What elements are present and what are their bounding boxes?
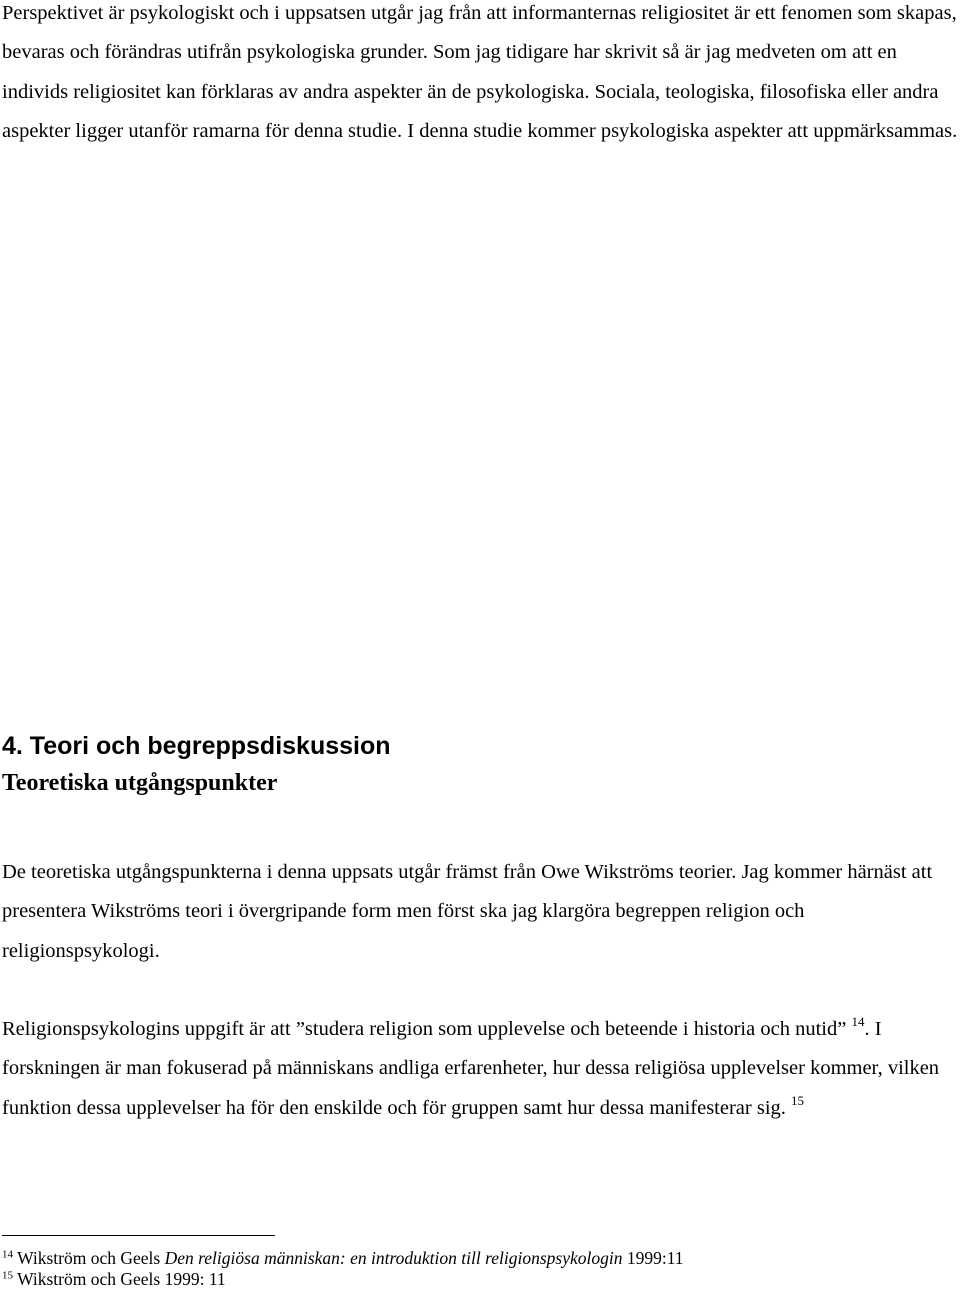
- footnote-ref-15[interactable]: 15: [791, 1092, 805, 1108]
- footnote-14: [2, 1248, 684, 1269]
- footnote-15: [2, 1269, 226, 1290]
- religion-psychology-text-2: . I forskningen är man fokuserad på människans andliga erfarenheter, hur dessa religiösa upplevelser kommer, vilken funktion dessa upplevelser ha för den enskilde och för gruppen samt hur dessa manifesterar sig.: [2, 1018, 940, 1119]
- footnote-number: 14: [2, 1248, 13, 1261]
- footnote-book-title: Den religiösa människan: en introduktion till religionspsykologin: [164, 1248, 623, 1268]
- footnote-ref-14[interactable]: 14: [851, 1013, 865, 1029]
- religion-psychology-text-1: Religionspsykologins uppgift är att ”studera religion som upplevelse och beteende i historia och nutid”: [2, 1018, 847, 1040]
- section-heading: 4. Teori och begreppsdiskussion: [2, 732, 391, 760]
- intro-paragraph: Perspektivet är psykologiskt och i uppsatsen utgår jag från att informanternas religiositet är ett fenomen som skapas, bevaras och förändras utifrån psykologiska grunder. Som jag tidigare har skrivit så är jag medveten om att en individs religiositet kan förklaras av andra aspekter än de psykologiska. Sociala, teologiska, filosofiska eller andra aspekter ligger utanför ramarna för denna studie. I denna studie kommer psykologiska aspekter att uppmärksammas.: [2, 2, 958, 142]
- footnote-number: 15: [2, 1269, 13, 1282]
- religion-psychology-paragraph: [2, 1010, 960, 1128]
- footnote-divider: [2, 1235, 275, 1236]
- footnote-text: Wikström och Geels 1999: 11: [17, 1269, 226, 1289]
- section-subheading: Teoretiska utgångspunkter: [2, 770, 278, 796]
- theory-paragraph: De teoretiska utgångspunkterna i denna uppsats utgår främst från Owe Wikströms teorier. Jag kommer härnäst att presentera Wikströms teori i övergripande form men först ska jag klargöra begreppen religion och religionspsykologi.: [2, 861, 933, 962]
- footnote-year-page: 1999:11: [622, 1248, 684, 1268]
- footnote-authors: Wikström och Geels: [17, 1248, 165, 1268]
